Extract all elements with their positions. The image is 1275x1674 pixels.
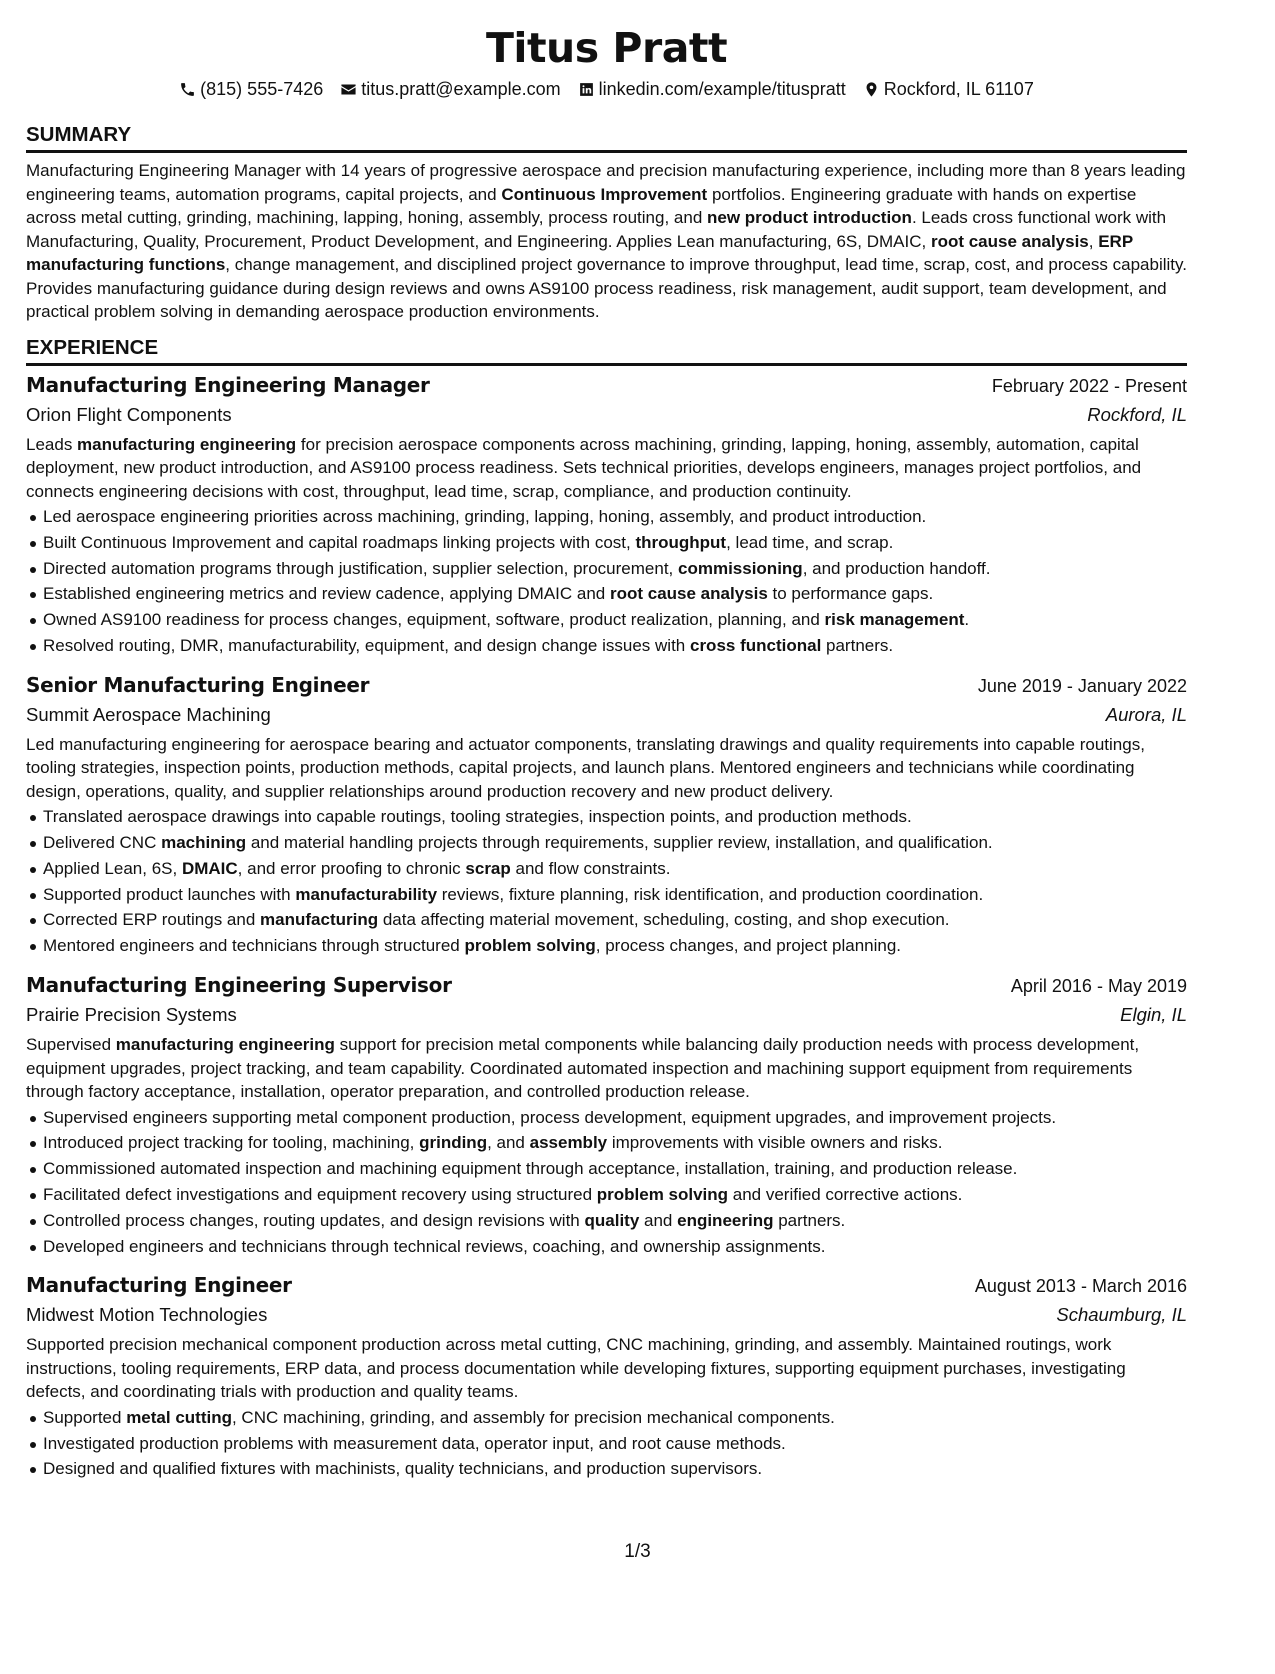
text-segment: and verified corrective actions. (728, 1184, 963, 1204)
job-description (26, 1033, 1187, 1104)
text-segment: Translated aerospace drawings into capable routings, tooling strategies, inspection points, and production methods. (43, 807, 912, 827)
company-name: Orion Flight Components (26, 403, 232, 425)
job-header (26, 1270, 1187, 1301)
bullet-item (43, 856, 1187, 882)
bullet-item (43, 633, 1187, 659)
job-location: Rockford, IL (1087, 403, 1187, 425)
contact-item[interactable] (179, 77, 323, 101)
text-segment: Supported (43, 1407, 127, 1427)
contact-text: titus.pratt@example.com (361, 79, 561, 99)
job-header (26, 670, 1187, 701)
bullet-item (43, 933, 1187, 959)
bold-text: machining (161, 833, 247, 853)
text-segment: and material handling projects through requirements, supplier review, installation, and qualification. (246, 833, 993, 853)
bullet-item (43, 1105, 1187, 1131)
text-segment: Designed and qualified fixtures with machinists, quality technicians, and production supervisors. (43, 1459, 763, 1479)
bold-text: problem solving (596, 1184, 729, 1204)
text-segment: Directed automation programs through justification, supplier selection, procurement, (43, 558, 678, 578)
text-segment: , change management, and disciplined project governance to improve throughput, lead time, scrap, cost, and process capability. Provides manufacturing guidance during design reviews and owns AS9100 process readiness, risk management, audit support, team development, and practical problem solving in demanding aerospace production environments. (26, 255, 1187, 321)
text-segment: Mentored engineers and technicians through structured (43, 936, 465, 956)
bold-text: risk management (824, 610, 965, 630)
job-description (26, 433, 1187, 504)
section-title-experience: EXPERIENCE (26, 335, 1187, 366)
contact-row (26, 77, 1187, 101)
bold-text: commissioning (678, 558, 803, 578)
bold-text: throughput (635, 532, 727, 552)
text-segment: Supervised engineers supporting metal component production, process development, equipment upgrades, and improvement projects. (43, 1107, 1057, 1127)
company-name: Prairie Precision Systems (26, 1004, 237, 1026)
candidate-name: Titus Pratt (485, 24, 728, 72)
bullet-item (43, 907, 1187, 933)
bullet-item (43, 607, 1187, 633)
job-dates: August 2013 - March 2016 (974, 1276, 1187, 1297)
text-segment: Manufacturing Engineering Manager with 14 years of progressive aerospace and precision manufacturing experience, including more than 8 years leading engineering teams, automation programs, capital projects, and (26, 161, 1186, 204)
text-segment: Introduced project tracking for tooling, machining, (43, 1133, 420, 1153)
company-name: Summit Aerospace Machining (26, 703, 271, 725)
text-segment: and flow constraints. (510, 858, 671, 878)
bullet-item (43, 882, 1187, 908)
bold-text: grinding (419, 1133, 488, 1153)
job-entry (26, 670, 1187, 959)
page-number: 1/3 (624, 1541, 651, 1562)
text-segment: , lead time, and scrap. (726, 532, 894, 552)
job-location: Elgin, IL (1120, 1004, 1187, 1026)
text-segment: , and (487, 1133, 530, 1153)
text-segment: reviews, fixture planning, risk identification, and production coordination. (437, 884, 984, 904)
job-bullets (26, 1105, 1187, 1260)
job-title: Manufacturing Engineering Manager (26, 372, 430, 397)
bold-text: ERP manufacturing functions (26, 231, 1133, 274)
text-segment: Resolved routing, DMR, manufacturability, equipment, and design change issues with (43, 635, 690, 655)
job-description (26, 733, 1187, 804)
bullet-item (43, 1405, 1187, 1431)
bold-text: problem solving (464, 936, 596, 956)
bullet-item (43, 556, 1187, 582)
text-segment: Supported product launches with (43, 884, 296, 904)
bullet-item (43, 1234, 1187, 1260)
job-description (26, 1333, 1187, 1404)
bold-text: quality (584, 1210, 640, 1230)
text-segment: Leads (26, 434, 78, 454)
text-segment: Developed engineers and technicians through technical reviews, coaching, and ownership assignments. (43, 1236, 826, 1256)
text-segment: Corrected ERP routings and (43, 910, 261, 930)
text-segment: , process changes, and project planning. (595, 936, 902, 956)
job-entry (26, 370, 1187, 659)
bold-text: assembly (529, 1133, 608, 1153)
map-marker-icon (863, 81, 880, 98)
bullet-item (43, 1130, 1187, 1156)
text-segment: . (964, 610, 970, 630)
bold-text: manufacturing engineering (115, 1035, 335, 1055)
text-segment: Led aerospace engineering priorities across machining, grinding, lapping, honing, assembly, and product introduction. (43, 507, 927, 526)
bold-text: cross functional (689, 635, 822, 655)
job-subheader (26, 701, 1187, 729)
text-segment: Supported precision mechanical component production across metal cutting, CNC machining, grinding, and assembly. Maintained routings, work instructions, tooling requirements, ERP data, and process documentation while developing fixtures, supporting equipment purchases, investigating defects, and coordinating trials with production and quality teams. (26, 1335, 1126, 1402)
bullet-item (43, 1208, 1187, 1234)
text-segment: , and error proofing to chronic (237, 858, 466, 878)
bold-text: manufacturability (295, 884, 438, 904)
bold-text: new product introduction (707, 208, 912, 227)
job-entry (26, 970, 1187, 1259)
job-dates: February 2022 - Present (991, 375, 1187, 396)
bullet-item (43, 530, 1187, 556)
bold-text: Continuous Improvement (501, 184, 708, 204)
job-bullets (26, 504, 1187, 659)
text-segment: partners. (821, 635, 894, 655)
text-segment: Built Continuous Improvement and capital roadmaps linking projects with cost, (43, 532, 636, 552)
bold-text: metal cutting (126, 1407, 232, 1427)
bold-text: manufacturing engineering (77, 434, 297, 454)
bullet-item (43, 504, 1187, 530)
job-dates: June 2019 - January 2022 (977, 675, 1187, 696)
bullet-item (43, 804, 1187, 830)
text-segment: to performance gaps. (767, 584, 934, 604)
bold-text: DMAIC (181, 858, 238, 878)
envelope-icon (340, 81, 357, 98)
text-segment: partners. (773, 1210, 846, 1230)
text-segment: Applied Lean, 6S, (43, 858, 182, 878)
text-segment: Supervised (26, 1035, 116, 1055)
contact-item[interactable] (578, 77, 846, 101)
job-header (26, 370, 1187, 401)
linkedin-icon (578, 81, 595, 98)
contact-text: Rockford, IL 61107 (883, 79, 1034, 99)
text-segment: portfolios. Engineering graduate with hands on expertise across metal cutting, grinding, machining, lapping, honing, assembly, process routing, and (26, 184, 1137, 227)
text-segment: for precision aerospace components across machining, grinding, lapping, honing, assembly, automation, capital deployment, new product introduction, and AS9100 process readiness. Sets technical priorities, develops engineers, manages project portfolios, and connects engineering decisions with cost, throughput, lead time, scrap, compliance, and production continuity. (26, 434, 1142, 501)
bold-text: manufacturing (260, 910, 379, 930)
text-segment: , CNC machining, grinding, and assembly for precision mechanical components. (231, 1407, 835, 1427)
text-segment: improvements with visible owners and risks. (607, 1133, 943, 1153)
text-segment: Investigated production problems with measurement data, operator input, and root cause methods. (43, 1433, 786, 1453)
text-segment: data affecting material movement, scheduling, costing, and shop execution. (378, 910, 950, 930)
job-dates: April 2016 - May 2019 (1010, 976, 1187, 997)
job-bullets (26, 1405, 1187, 1482)
job-subheader (26, 401, 1187, 429)
bullet-item (43, 1456, 1187, 1482)
phone-icon (179, 81, 196, 98)
bullet-item (43, 1156, 1187, 1182)
contact-text: (815) 555-7426 (200, 79, 324, 99)
bold-text: root cause analysis (609, 584, 768, 604)
text-segment: support for precision metal components while balancing daily production needs with process development, equipment upgrades, project tracking, and team capability. Coordinated automated inspection and machining support equipment from requirements through factory acceptance, installation, operator preparation, and controlled production release. (26, 1035, 1140, 1102)
contact-text: linkedin.com/example/tituspratt (598, 79, 846, 99)
bold-text: scrap (465, 858, 511, 878)
text-segment: . Leads cross functional work with Manufacturing, Quality, Procurement, Product Development, and Engineering. Applies Lean manufacturing, 6S, DMAIC, (26, 208, 1167, 251)
job-title: Manufacturing Engineer (26, 1273, 292, 1298)
job-location: Aurora, IL (1105, 703, 1187, 725)
job-subheader (26, 1301, 1187, 1329)
text-segment: , and production handoff. (802, 558, 991, 578)
resume-page (0, 24, 1275, 1674)
bold-text: engineering (677, 1210, 774, 1230)
text-segment: Owned AS9100 readiness for process changes, equipment, software, product realization, planning, and (43, 610, 825, 630)
job-location: Schaumburg, IL (1056, 1304, 1187, 1326)
job-entry (26, 1270, 1187, 1482)
text-segment: Facilitated defect investigations and equipment recovery using structured (43, 1184, 597, 1204)
bullet-item (43, 1431, 1187, 1457)
text-segment: Controlled process changes, routing updates, and design revisions with (43, 1210, 585, 1230)
company-name: Midwest Motion Technologies (26, 1304, 268, 1326)
bold-text: root cause analysis (930, 231, 1089, 251)
text-segment: and (639, 1210, 678, 1230)
job-title: Manufacturing Engineering Supervisor (26, 973, 452, 998)
text-segment: Established engineering metrics and review cadence, applying DMAIC and (43, 584, 610, 604)
job-subheader (26, 1001, 1187, 1029)
text-segment: , (1088, 231, 1099, 251)
contact-item[interactable] (863, 77, 1034, 101)
bullet-item (43, 1182, 1187, 1208)
bullet-item (43, 581, 1187, 607)
text-segment: Delivered CNC (43, 833, 162, 853)
contact-item[interactable] (340, 77, 560, 101)
summary-text (26, 159, 1187, 324)
text-segment: Commissioned automated inspection and machining equipment through acceptance, installation, training, and production release. (43, 1159, 1018, 1179)
job-bullets (26, 804, 1187, 959)
bullet-item (43, 830, 1187, 856)
job-title: Senior Manufacturing Engineer (26, 672, 370, 697)
section-title-summary: SUMMARY (26, 122, 1187, 153)
text-segment: Led manufacturing engineering for aerospace bearing and actuator components, translating drawings and quality requirements into capable routings, tooling strategies, inspection points, production methods, capital projects, and launch plans. Mentored engineers and technicians while coordinating design, operations, quality, and supplier relationships around production recovery and new product delivery. (26, 734, 1145, 801)
job-header (26, 970, 1187, 1001)
experience-list (26, 370, 1187, 1483)
